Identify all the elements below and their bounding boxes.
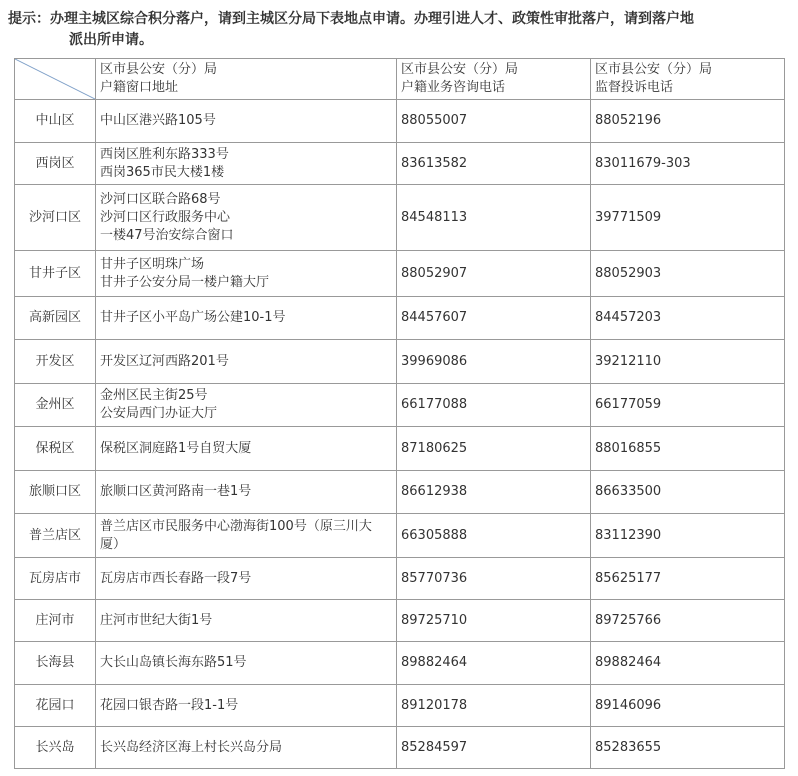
- notice-text: [8, 9, 788, 51]
- notice-line-2: 派出所申请。: [69, 32, 153, 48]
- notice-line-1: 提示：办理主城区综合积分落户，请到主城区分局下表地点申请。办理引进人才、政策性审批落户，请到落户地: [8, 11, 694, 27]
- address-line: 开发区辽河西路201号: [100, 353, 229, 369]
- district-cell: 瓦房店市: [15, 558, 96, 600]
- district-cell: 高新园区: [15, 297, 96, 340]
- address-cell: [96, 143, 397, 185]
- consult-phone-cell: 88055007: [397, 100, 591, 143]
- complaint-phone-cell: 89725766: [591, 600, 785, 642]
- address-line: 金州区民主街25号: [100, 388, 208, 403]
- address-line: 中山区港兴路105号: [100, 113, 216, 128]
- table-row: [15, 727, 785, 769]
- diagonal-line: [15, 59, 95, 99]
- district-cell: 保税区: [15, 427, 96, 471]
- district-cell: 开发区: [15, 340, 96, 384]
- district-cell: 普兰店区: [15, 514, 96, 558]
- complaint-phone-cell: 85625177: [591, 558, 785, 600]
- complaint-phone-cell: 83011679-303: [591, 143, 785, 185]
- address-line: 甘井子公安分局一楼户籍大厅: [100, 274, 270, 290]
- complaint-phone-cell: 39212110: [591, 340, 785, 384]
- address-cell: [96, 251, 397, 297]
- district-cell: 长海县: [15, 642, 96, 685]
- consult-phone-cell: 89725710: [397, 600, 591, 642]
- address-line: 沙河口区行政服务中心: [100, 209, 231, 225]
- consult-phone-cell: 89882464: [397, 642, 591, 685]
- consult-phone-cell: 66177088: [397, 384, 591, 427]
- address-line: 普兰店区市民服务中心渤海街100号（原三川大: [100, 518, 372, 534]
- complaint-phone-cell: 88052903: [591, 251, 785, 297]
- address-line: 甘井子区小平岛广场公建10-1号: [100, 310, 286, 325]
- address-line: 甘井子区明珠广场: [100, 256, 205, 272]
- address-line: 旅顺口区黄河路南一巷1号: [100, 484, 252, 499]
- complaint-phone-cell: 83112390: [591, 514, 785, 558]
- complaint-phone-cell: 85283655: [591, 727, 785, 769]
- table-row: [15, 514, 785, 558]
- address-cell: [96, 642, 397, 685]
- address-cell: [96, 297, 397, 340]
- consult-phone-cell: 87180625: [397, 427, 591, 471]
- complaint-phone-cell: 84457203: [591, 297, 785, 340]
- address-cell: [96, 727, 397, 769]
- address-cell: [96, 185, 397, 251]
- table-row: [15, 600, 785, 642]
- diagonal-corner-cell: [15, 59, 96, 100]
- address-cell: [96, 384, 397, 427]
- address-line: 一楼47号治安综合窗口: [100, 227, 234, 243]
- complaint-phone-cell: 88052196: [591, 100, 785, 143]
- header-consult-phone: 区市县公安（分）局 户籍业务咨询电话: [397, 59, 591, 100]
- address-line: 公安局西门办证大厅: [100, 406, 218, 421]
- table-row: [15, 185, 785, 251]
- district-cell: 甘井子区: [15, 251, 96, 297]
- address-cell: [96, 600, 397, 642]
- address-cell: [96, 685, 397, 727]
- table-row: [15, 558, 785, 600]
- complaint-phone-cell: 89882464: [591, 642, 785, 685]
- address-line: 厦）: [100, 536, 127, 552]
- district-cell: 庄河市: [15, 600, 96, 642]
- address-line: 沙河口区联合路68号: [100, 191, 221, 207]
- complaint-phone-cell: 88016855: [591, 427, 785, 471]
- table-row: [15, 251, 785, 297]
- address-line: 花园口银杏路一段1-1号: [100, 697, 239, 713]
- consult-phone-cell: 66305888: [397, 514, 591, 558]
- consult-phone-cell: 39969086: [397, 340, 591, 384]
- address-line: 庄河市世纪大街1号: [100, 612, 213, 628]
- consult-phone-cell: 88052907: [397, 251, 591, 297]
- district-cell: 金州区: [15, 384, 96, 427]
- district-cell: 花园口: [15, 685, 96, 727]
- table-header-row: [15, 59, 785, 100]
- address-cell: [96, 514, 397, 558]
- consult-phone-cell: 85284597: [397, 727, 591, 769]
- consult-phone-cell: 84548113: [397, 185, 591, 251]
- address-cell: [96, 558, 397, 600]
- complaint-phone-cell: 66177059: [591, 384, 785, 427]
- district-cell: 旅顺口区: [15, 471, 96, 514]
- district-cell: 中山区: [15, 100, 96, 143]
- address-cell: [96, 427, 397, 471]
- address-line: 保税区洞庭路1号自贸大厦: [100, 440, 252, 456]
- table-row: [15, 340, 785, 384]
- table-row: [15, 143, 785, 185]
- table-row: [15, 642, 785, 685]
- district-cell: 沙河口区: [15, 185, 96, 251]
- address-line: 瓦房店市西长春路一段7号: [100, 570, 252, 586]
- header-complaint-phone: 区市县公安（分）局 监督投诉电话: [591, 59, 785, 100]
- header-address: 区市县公安（分）局 户籍窗口地址: [96, 59, 397, 100]
- address-line: 西岗365市民大楼1楼: [100, 164, 225, 180]
- address-line: 大长山岛镇长海东路51号: [100, 655, 247, 670]
- consult-phone-cell: 89120178: [397, 685, 591, 727]
- table-row: [15, 384, 785, 427]
- complaint-phone-cell: 89146096: [591, 685, 785, 727]
- table-row: [15, 100, 785, 143]
- district-cell: 长兴岛: [15, 727, 96, 769]
- table-row: [15, 685, 785, 727]
- district-cell: 西岗区: [15, 143, 96, 185]
- household-registration-table: [14, 58, 785, 769]
- table-row: [15, 297, 785, 340]
- consult-phone-cell: 85770736: [397, 558, 591, 600]
- address-cell: [96, 471, 397, 514]
- address-cell: [96, 100, 397, 143]
- table-row: [15, 427, 785, 471]
- table-row: [15, 471, 785, 514]
- address-cell: [96, 340, 397, 384]
- consult-phone-cell: 83613582: [397, 143, 591, 185]
- address-line: 西岗区胜利东路333号: [100, 146, 229, 162]
- consult-phone-cell: 84457607: [397, 297, 591, 340]
- address-line: 长兴岛经济区海上村长兴岛分局: [100, 739, 283, 755]
- complaint-phone-cell: 86633500: [591, 471, 785, 514]
- complaint-phone-cell: 39771509: [591, 185, 785, 251]
- consult-phone-cell: 86612938: [397, 471, 591, 514]
